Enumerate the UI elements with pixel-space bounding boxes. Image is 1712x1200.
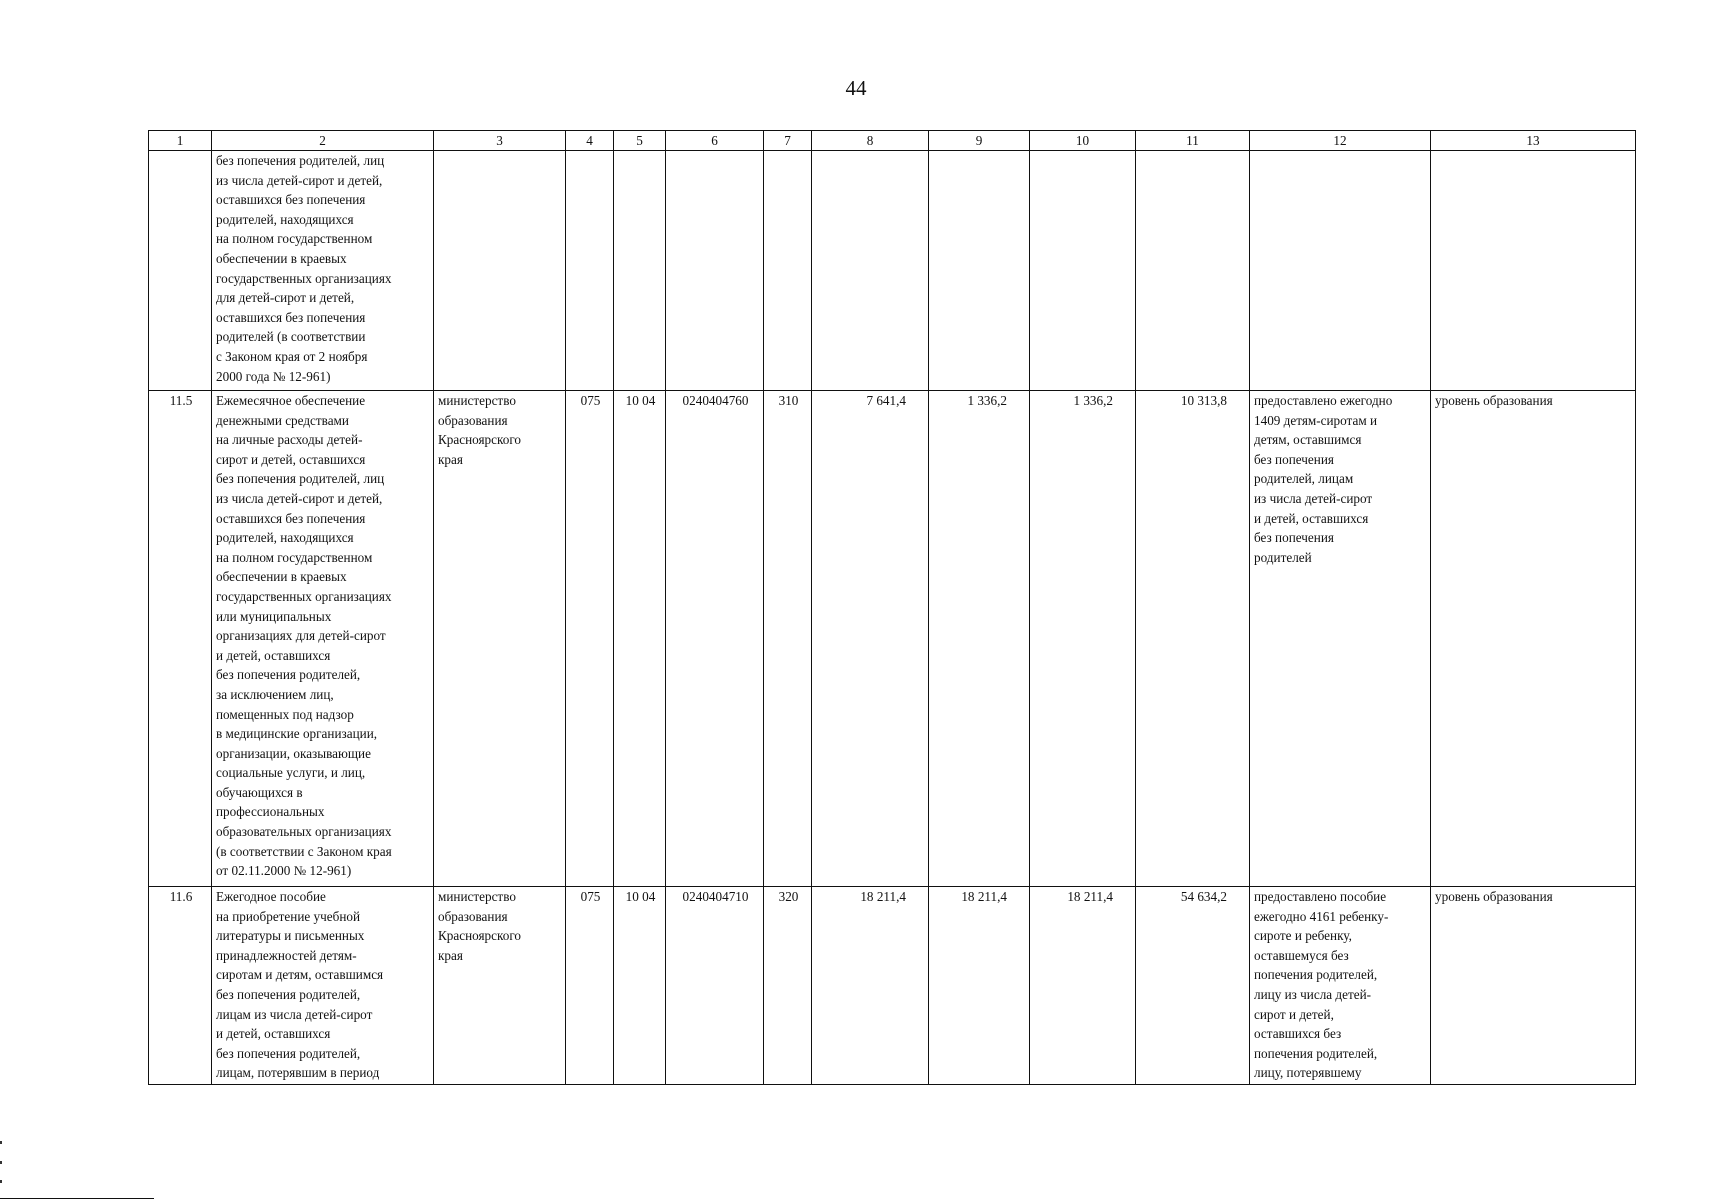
- responsibility-level: уровень образования: [1431, 887, 1636, 1085]
- amount-year-3: [1030, 151, 1136, 391]
- row-number: 11.6: [149, 887, 212, 1085]
- table-row: [149, 391, 1636, 887]
- executor: министерство образования Красноярского края: [434, 887, 566, 1085]
- expected-result: предоставлено ежегодно 1409 детям-сиротам и детям, оставшимся без попечения родителей, лицам из числа детей-сирот и детей, оставшихся без попечения родителей: [1250, 391, 1431, 887]
- column-header: 7: [764, 131, 812, 151]
- amount-total: [1136, 151, 1250, 391]
- column-header: 9: [929, 131, 1030, 151]
- column-header: 8: [812, 131, 929, 151]
- grbs-code: 075: [566, 887, 614, 1085]
- column-header: 2: [212, 131, 434, 151]
- page-number: 44: [845, 76, 867, 100]
- table-row: [149, 151, 1636, 391]
- header-row: [149, 131, 1636, 151]
- expense-type-code: 310: [764, 391, 812, 887]
- scan-mark: [0, 1161, 2, 1164]
- column-header: 4: [566, 131, 614, 151]
- section-code: 10 04: [614, 887, 666, 1085]
- expected-result: [1250, 151, 1431, 391]
- column-header: 1: [149, 131, 212, 151]
- table-row: [149, 887, 1636, 1085]
- executor: [434, 151, 566, 391]
- grbs-code: [566, 151, 614, 391]
- column-header: 12: [1250, 131, 1431, 151]
- footnote-separator: [0, 1198, 154, 1199]
- section-code: [614, 151, 666, 391]
- column-header: 5: [614, 131, 666, 151]
- section-code: 10 04: [614, 391, 666, 887]
- column-header: 10: [1030, 131, 1136, 151]
- measure-description: Ежемесячное обеспечение денежными средствами на личные расходы детей- сирот и детей, оставшихся без попечения родителей, лиц из числа детей-сирот и детей, оставшихся без попечения родителей, находящихся на полном государственном обеспечении в краевых государственных организациях или муниципальных организациях для детей-сирот и детей, оставшихся без попечения родителей, за исключением лиц, помещенных под надзор в медицинские организации, организации, оказывающие социальные услуги, и лиц, обучающихся в профессиональных образовательных организациях (в соответствии с Законом края от 02.11.2000 № 12-961): [212, 391, 434, 887]
- amount-year-3: 18 211,4: [1030, 887, 1136, 1085]
- budget-table: [148, 130, 1636, 1085]
- expense-type-code: [764, 151, 812, 391]
- column-header: 11: [1136, 131, 1250, 151]
- responsibility-level: [1431, 151, 1636, 391]
- amount-year-3: 1 336,2: [1030, 391, 1136, 887]
- amount-year-2: 18 211,4: [929, 887, 1030, 1085]
- column-header: 3: [434, 131, 566, 151]
- executor: министерство образования Красноярского края: [434, 391, 566, 887]
- amount-total: 54 634,2: [1136, 887, 1250, 1085]
- amount-total: 10 313,8: [1136, 391, 1250, 887]
- target-code: 0240404710: [666, 887, 764, 1085]
- column-header: 13: [1431, 131, 1636, 151]
- responsibility-level: уровень образования: [1431, 391, 1636, 887]
- amount-year-2: [929, 151, 1030, 391]
- scan-mark: [0, 1180, 2, 1183]
- row-number: [149, 151, 212, 391]
- expense-type-code: 320: [764, 887, 812, 1085]
- amount-year-2: 1 336,2: [929, 391, 1030, 887]
- amount-year-1: 7 641,4: [812, 391, 929, 887]
- expected-result: предоставлено пособие ежегодно 4161 ребенку- сироте и ребенку, оставшемуся без попечения родителей, лицу из числа детей- сирот и детей, оставшихся без попечения родителей, лицу, потерявшему: [1250, 887, 1431, 1085]
- grbs-code: 075: [566, 391, 614, 887]
- measure-description: Ежегодное пособие на приобретение учебной литературы и письменных принадлежностей детям- сиротам и детям, оставшимся без попечения родителей, лицам из числа детей-сирот и детей, оставшихся без попечения родителей, лицам, потерявшим в период: [212, 887, 434, 1085]
- row-number: 11.5: [149, 391, 212, 887]
- measure-description: без попечения родителей, лиц из числа детей-сирот и детей, оставшихся без попечения родителей, находящихся на полном государственном обеспечении в краевых государственных организациях для детей-сирот и детей, оставшихся без попечения родителей (в соответствии с Законом края от 2 ноября 2000 года № 12-961): [212, 151, 434, 391]
- amount-year-1: 18 211,4: [812, 887, 929, 1085]
- amount-year-1: [812, 151, 929, 391]
- target-code: [666, 151, 764, 391]
- target-code: 0240404760: [666, 391, 764, 887]
- scan-mark: [0, 1141, 2, 1144]
- column-header: 6: [666, 131, 764, 151]
